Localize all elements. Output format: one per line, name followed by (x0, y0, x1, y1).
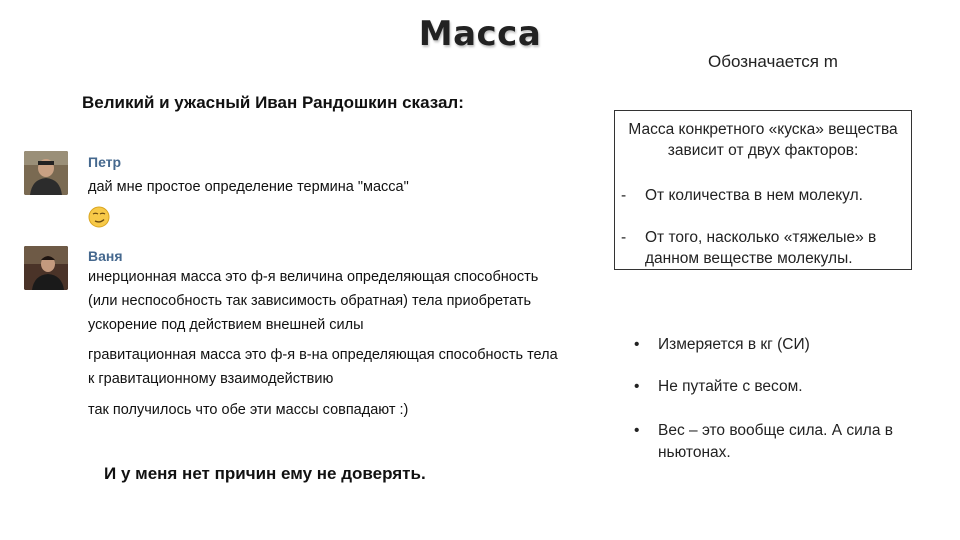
avatar-petr (24, 151, 68, 195)
dash-marker: - (621, 229, 627, 246)
designation-text: Обозначается m (708, 52, 838, 71)
bullet-text: Вес – это вообще сила. А сила в ньютонах. (658, 422, 893, 461)
chat-message-text: так получилось что обе эти массы совпадают :) (88, 402, 409, 418)
intro-text: Великий и ужасный Иван Рандошкин сказал: (82, 93, 464, 112)
factor-text: От того, насколько «тяжелые» в данном веществе молекулы. (645, 229, 877, 267)
avatar-vanya (24, 246, 68, 290)
person-photo-icon (24, 151, 68, 195)
factor-text: От количества в нем молекул. (645, 187, 863, 204)
conclusion-text: И у меня нет причин ему не доверять. (104, 464, 426, 483)
chat-author-petr[interactable]: Петр (88, 154, 122, 170)
chat-message-text: гравитационная масса это ф-я в-на определяющая способность тела к гравитационному взаимодействию (88, 347, 558, 387)
bullet-marker: • (634, 422, 640, 439)
factors-box (614, 110, 912, 270)
dash-marker: - (621, 187, 627, 204)
bullet-text: Не путайте с весом. (658, 378, 803, 395)
smirk-face-icon (88, 206, 110, 228)
bullet-text: Измеряется в кг (СИ) (658, 336, 810, 353)
bullet-marker: • (634, 336, 640, 353)
factors-heading: Масса конкретного «куска» вещества зависит от двух факторов: (628, 121, 898, 159)
page-title: Масса (418, 14, 542, 54)
chat-message-text: инерционная масса это ф-я величина определяющая способность (или неспособность так зависимость обратная) тела приобретать ускорение под действием внешней силы (88, 269, 539, 333)
bullet-marker: • (634, 378, 640, 395)
chat-message-text: дай мне простое определение термина "масса" (88, 179, 409, 195)
chat-author-vanya[interactable]: Ваня (88, 248, 123, 264)
person-photo-icon (24, 246, 68, 290)
